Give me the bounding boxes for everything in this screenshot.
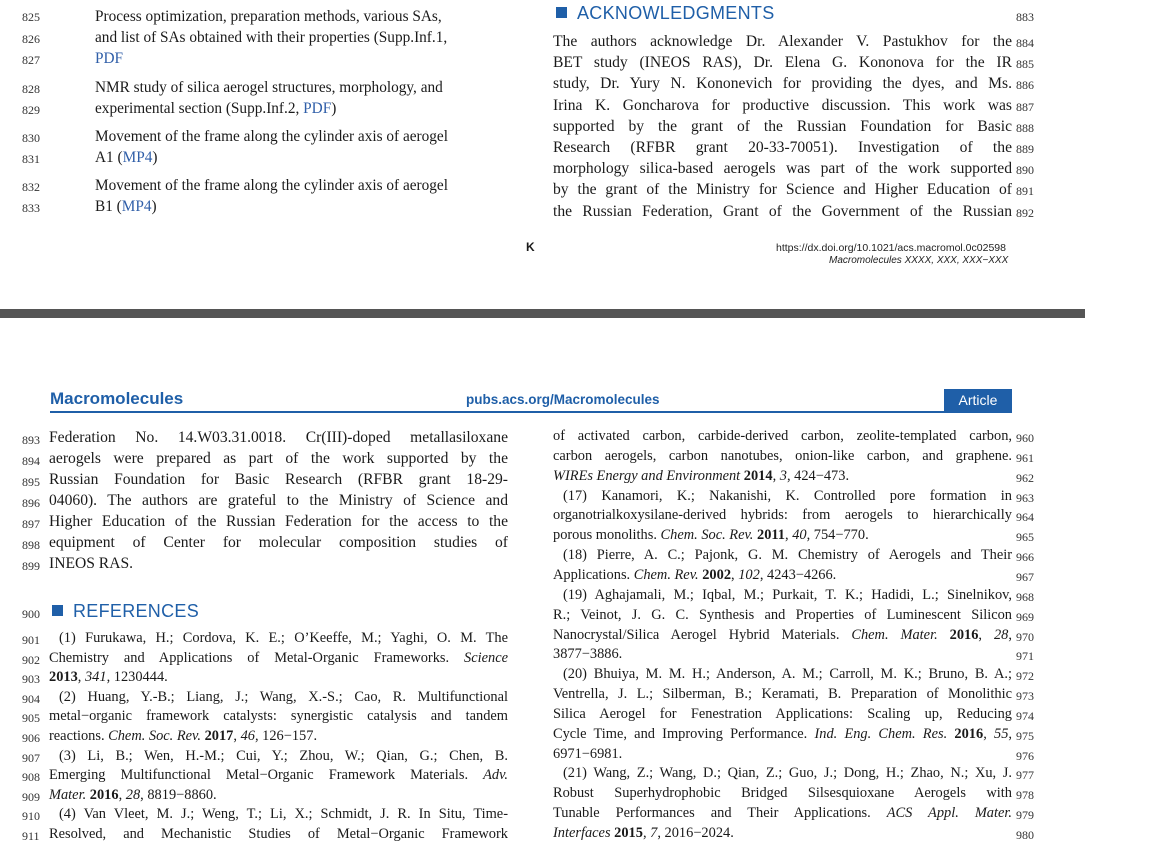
reference-line: (17) Kanamori, K.; Nakanishi, K. Controlled pore formation in	[563, 487, 1012, 504]
reference-line: 3877−3886.	[553, 646, 623, 663]
line-number: 827	[22, 53, 40, 67]
line-number: 977	[1016, 768, 1034, 783]
body-line: INEOS RAS.	[49, 555, 134, 572]
header-rule	[50, 411, 1012, 413]
line-number: 884	[1016, 36, 1034, 50]
references-heading: REFERENCES	[52, 601, 199, 622]
reference-line: Emerging Multifunctional Metal−Organic Framework Materials. Adv.	[49, 767, 508, 784]
reference-line: Robust Superhydrophobic Bridged Silsesquioxane Aerogels with	[553, 785, 1012, 802]
ack-line: study, Dr. Yury N. Kononevich for providing the dyes, and Ms.	[553, 75, 1012, 93]
line-number: 833	[22, 201, 40, 215]
supp-item-line: experimental section (Supp.Inf.2, PDF)	[95, 100, 337, 117]
reference-line: (18) Pierre, A. C.; Pajonk, G. M. Chemistry of Aerogels and Their	[563, 547, 1012, 564]
page-separator	[0, 309, 1085, 318]
supp-item-line: A1 (MP4)	[95, 149, 158, 166]
line-number: 892	[1016, 205, 1034, 220]
line-number: 905	[22, 711, 40, 726]
reference-line: of activated carbon, carbide-derived carbon, zeolite-templated carbon,	[553, 428, 1012, 444]
line-number: 980	[1016, 828, 1034, 842]
ack-line: by the grant of the Ministry for Science and Higher Education of	[553, 181, 1012, 199]
ack-line: BET study (INEOS RAS), Dr. Elena G. Kononova for the IR	[553, 54, 1012, 72]
body-line: Higher Education of the Russian Federation for the access to the	[49, 513, 508, 530]
article-badge: Article	[944, 389, 1012, 411]
line-number: 960	[1016, 431, 1034, 445]
line-number: 978	[1016, 788, 1034, 803]
line-number: 909	[22, 789, 40, 804]
line-number: 903	[22, 672, 40, 687]
ack-line: The authors acknowledge Dr. Alexander V. Pastukhov for the	[553, 33, 1012, 50]
reference-line: Nanocrystal/Silica Aerogel Hybrid Materials. Chem. Mater. 2016, 28,	[553, 626, 1012, 643]
ack-line: Irina K. Goncharova for productive discussion. This work was	[553, 96, 1012, 114]
line-number: 891	[1016, 184, 1034, 199]
square-bullet-icon	[52, 605, 63, 616]
line-number: 910	[22, 809, 40, 824]
supp-pdf-link[interactable]: PDF	[95, 50, 124, 67]
reference-line: organotrialkoxysilane-derived hybrids: from aerogels to hierarchically	[553, 507, 1012, 524]
line-number: 885	[1016, 57, 1034, 72]
line-number: 966	[1016, 550, 1034, 565]
body-line: equipment of Center for molecular composition studies of	[49, 534, 508, 551]
line-number: 908	[22, 770, 40, 785]
line-number: 894	[22, 454, 40, 468]
line-number: 904	[22, 691, 40, 706]
line-number: 895	[22, 475, 40, 489]
supp-pdf-link[interactable]: PDF	[303, 100, 332, 117]
line-number: 890	[1016, 163, 1034, 178]
reference-line: Applications. Chem. Rev. 2002, 102, 4243−4266.	[553, 566, 837, 583]
ack-line: Research (RFBR grant 20-33-70051). Investigation of the	[553, 139, 1012, 156]
line-number: 976	[1016, 748, 1034, 763]
line-number: 965	[1016, 530, 1034, 545]
reference-line: Chemistry and Applications of Metal-Organic Frameworks. Science	[49, 649, 508, 666]
line-number: 964	[1016, 510, 1034, 525]
reference-line: carbon aerogels, carbon nanotubes, onion-like carbon, and graphene.	[553, 447, 1012, 464]
body-line: Federation No. 14.W03.31.0018. Cr(III)-doped metallasiloxane	[49, 429, 508, 446]
reference-line: Mater. 2016, 28, 8819−8860.	[49, 786, 217, 803]
line-number: 829	[22, 103, 40, 117]
reference-line: porous monoliths. Chem. Soc. Rev. 2011, 40, 754−770.	[553, 527, 869, 544]
reference-line: (20) Bhuiya, M. M. H.; Anderson, A. M.; Carroll, M. K.; Bruno, B. A.;	[563, 666, 1012, 683]
line-number: 886	[1016, 78, 1034, 93]
reference-line: Ventrella, J. L.; Silberman, B.; Keramati, B. Preparation of Monolithic	[553, 686, 1012, 703]
journal-name: Macromolecules	[50, 389, 184, 408]
ack-line: morphology silica-based aerogels was part of the work supported	[553, 160, 1012, 178]
line-number: 969	[1016, 609, 1034, 624]
line-number: 901	[22, 633, 40, 647]
line-number: 896	[22, 496, 40, 510]
line-number: 979	[1016, 808, 1034, 823]
line-number: 893	[22, 433, 40, 447]
body-line: aerogels were prepared as part of the work supported by the	[49, 450, 508, 467]
reference-line: (3) Li, B.; Wen, H.-M.; Cui, Y.; Zhou, W.; Qian, G.; Chen, B.	[59, 747, 508, 764]
reference-line: 2013, 341, 1230444.	[49, 669, 168, 686]
reference-line: 6971−6981.	[553, 745, 623, 762]
reference-line: Interfaces 2015, 7, 2016−2024.	[553, 825, 734, 841]
reference-line: (4) Van Vleet, M. J.; Weng, T.; Li, X.; Schmidt, J. R. In Situ, Time-	[59, 806, 508, 823]
line-number: 889	[1016, 142, 1034, 156]
body-line: Russian Foundation for Basic Research (RFBR grant 18-29-	[49, 471, 508, 488]
supp-item-line: Movement of the frame along the cylinder axis of aerogel	[95, 128, 448, 145]
reference-line: (2) Huang, Y.-B.; Liang, J.; Wang, X.-S.; Cao, R. Multifunctional	[59, 688, 508, 705]
line-number: 897	[22, 517, 40, 531]
line-number: 898	[22, 538, 40, 552]
line-number: 911	[22, 829, 40, 843]
line-number: 826	[22, 32, 40, 46]
reference-line: metal−organic framework catalysts: synergistic catalysis and tandem	[49, 708, 508, 725]
journal-site-link[interactable]: pubs.acs.org/Macromolecules	[466, 392, 660, 407]
line-number: 828	[22, 82, 40, 96]
line-number: 968	[1016, 589, 1034, 604]
reference-line: Cycle Time, and Improving Performance. Ind. Eng. Chem. Res. 2016, 55,	[553, 725, 1012, 742]
reference-line: (21) Wang, Z.; Wang, D.; Qian, Z.; Guo, J.; Dong, H.; Zhao, N.; Xu, J.	[563, 765, 1012, 782]
line-number: 967	[1016, 569, 1034, 584]
citation-line: Macromolecules XXXX, XXX, XXX−XXX	[829, 255, 1009, 266]
line-number: 899	[22, 559, 40, 573]
line-number: 900	[22, 607, 40, 621]
line-number: 832	[22, 180, 40, 194]
line-number: 971	[1016, 649, 1034, 664]
ack-line: supported by the grant of the Russian Foundation for Basic	[553, 117, 1012, 135]
reference-line: R.; Veinot, J. G. C. Synthesis and Properties of Luminescent Silicon	[553, 606, 1012, 623]
line-number: 963	[1016, 490, 1034, 505]
supp-item-line: Process optimization, preparation methods, various SAs,	[95, 8, 442, 25]
line-number: 902	[22, 652, 40, 667]
line-number: 825	[22, 10, 40, 24]
reference-line: (19) Aghajamali, M.; Iqbal, M.; Purkait, T. K.; Hadidi, L.; Sinelnikov,	[563, 586, 1012, 603]
supp-item-line: and list of SAs obtained with their properties (Supp.Inf.1,	[95, 29, 448, 46]
supp-mp4-link[interactable]: MP4	[121, 198, 152, 215]
line-number: 970	[1016, 629, 1034, 644]
line-number: 961	[1016, 450, 1034, 465]
reference-line: WIREs Energy and Environment 2014, 3, 424−473.	[553, 467, 850, 484]
line-number: 883	[1016, 10, 1034, 24]
line-number: 887	[1016, 99, 1034, 114]
line-number: 972	[1016, 669, 1034, 684]
reference-line: Silica Aerogel for Fenestration Applications: Scaling up, Reducing	[553, 705, 1012, 722]
line-number: 973	[1016, 689, 1034, 704]
supp-item-line: Movement of the frame along the cylinder axis of aerogel	[95, 177, 448, 194]
supp-item-line: NMR study of silica aerogel structures, morphology, and	[95, 79, 443, 96]
doi-link[interactable]: https://dx.doi.org/10.1021/acs.macromol.0c02598	[776, 242, 1006, 254]
reference-line: reactions. Chem. Soc. Rev. 2017, 46, 126−157.	[49, 728, 318, 744]
page-letter: K	[526, 240, 535, 254]
supp-mp4-link[interactable]: MP4	[122, 149, 153, 166]
reference-line: Tunable Performances and Their Applications. ACS Appl. Mater.	[553, 805, 1012, 822]
line-number: 906	[22, 731, 40, 745]
reference-line: Resolved, and Mechanistic Studies of Metal−Organic Framework	[49, 826, 508, 842]
body-line: 04060). The authors are grateful to the Ministry of Science and	[49, 492, 508, 509]
reference-line: (1) Furukawa, H.; Cordova, K. E.; O’Keeffe, M.; Yaghi, O. M. The	[59, 630, 508, 646]
ack-heading: ACKNOWLEDGMENTS	[556, 3, 775, 24]
line-number: 888	[1016, 120, 1034, 135]
square-bullet-icon	[556, 7, 567, 18]
line-number: 975	[1016, 728, 1034, 743]
line-number: 907	[22, 750, 40, 765]
line-number: 831	[22, 152, 40, 166]
line-number: 974	[1016, 708, 1034, 723]
supp-item-line: B1 (MP4)	[95, 198, 157, 215]
ack-line: the Russian Federation, Grant of the Government of the Russian	[553, 202, 1012, 220]
line-number: 830	[22, 131, 40, 145]
line-number: 962	[1016, 470, 1034, 485]
